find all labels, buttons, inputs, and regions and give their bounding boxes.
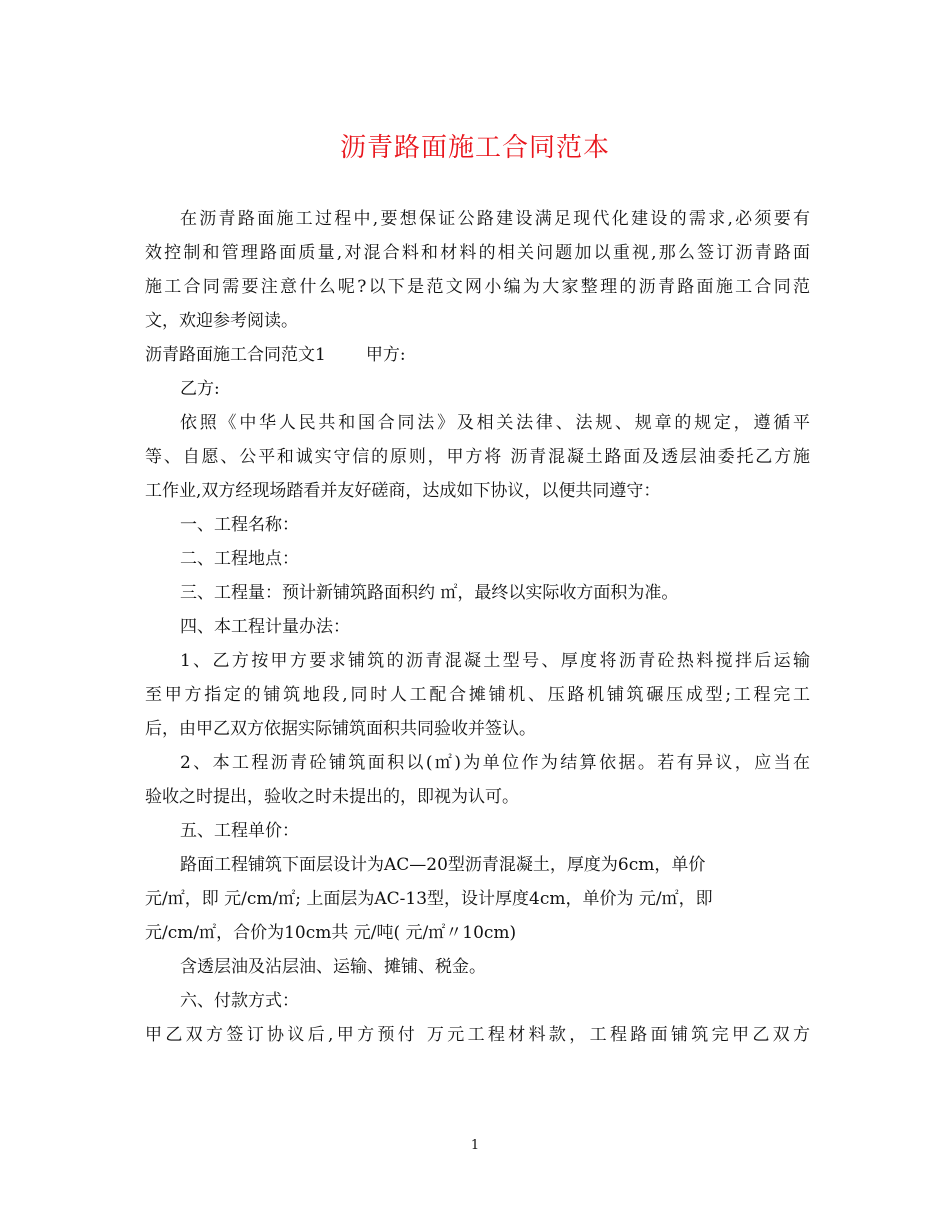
preamble-paragraph <box>145 406 810 508</box>
document-body <box>145 202 810 1052</box>
party-b-label: 乙方: <box>180 379 220 399</box>
intro-line: 施工合同需要注意什么呢?以下是范文网小编为大家整理的沥青路面施工合同范 <box>145 277 810 297</box>
clause-line: 2、本工程沥青砼铺筑面积以(㎡)为单位作为结算依据。若有异议，应当在 <box>180 753 810 773</box>
document-title: 沥青路面施工合同范本 <box>339 133 610 163</box>
clause-line: 后，由甲乙双方依据实际铺筑面积共同验收并签认。 <box>145 719 536 739</box>
intro-paragraph <box>145 202 810 338</box>
sample-heading-line <box>145 338 810 372</box>
price-line: 元/cm/㎡，合价为10cm共 元/吨( 元/㎡〃10cm) <box>145 923 517 943</box>
intro-line: 效控制和管理路面质量,对混合料和材料的相关问题加以重视,那么签订沥青路面 <box>145 243 810 263</box>
clause-paragraph <box>145 644 810 746</box>
section-heading: 五、工程单价： <box>180 821 299 841</box>
page-number: 1 <box>470 1138 480 1153</box>
preamble-line: 等、自愿、公平和诚实守信的原则，甲方将 沥青混凝土路面及透层油委托乙方施 <box>145 447 810 467</box>
section-heading: 二、工程地点： <box>180 549 299 569</box>
price-note: 含透层油及沾层油、运输、摊铺、税金。 <box>180 957 486 977</box>
clause-line: 1、乙方按甲方要求铺筑的沥青混凝土型号、厚度将沥青砼热料搅拌后运输 <box>180 651 810 671</box>
clause-line: 至甲方指定的铺筑地段,同时人工配合摊铺机、压路机铺筑碾压成型;工程完工 <box>145 685 810 705</box>
intro-line: 文，欢迎参考阅读。 <box>145 311 298 331</box>
intro-line: 在沥青路面施工过程中,要想保证公路建设满足现代化建设的需求,必须要有 <box>180 209 810 229</box>
section-heading: 六、付款方式： <box>180 991 299 1011</box>
party-a-label: 甲方: <box>365 345 406 365</box>
price-paragraph <box>145 848 810 950</box>
clause-line: 验收之时提出，验收之时未提出的，即视为认可。 <box>145 787 519 807</box>
payment-paragraph <box>145 1018 810 1052</box>
payment-line: 甲乙双方签订协议后,甲方预付 万元工程材料款，工程路面铺筑完甲乙双方 <box>145 1025 810 1045</box>
clause-paragraph <box>145 746 810 814</box>
preamble-line: 依照《中华人民共和国合同法》及相关法律、法规、规章的规定，遵循平 <box>180 413 810 433</box>
section-heading: 一、工程名称： <box>180 515 299 535</box>
section-heading: 三、工程量：预计新铺筑路面积约 ㎡，最终以实际收方面积为准。 <box>180 583 679 603</box>
section-heading: 四、本工程计量办法： <box>180 617 350 637</box>
preamble-line: 工作业,双方经现场踏看并友好磋商，达成如下协议，以便共同遵守： <box>145 481 661 501</box>
price-line: 路面工程铺筑下面层设计为AC—20型沥青混凝土，厚度为6cm，单价 <box>180 855 706 875</box>
price-line: 元/㎡，即 元/cm/㎡; 上面层为AC-13型，设计厚度4cm，单价为 元/㎡，即 <box>145 889 713 909</box>
sample-heading: 沥青路面施工合同范文1 <box>145 345 326 365</box>
